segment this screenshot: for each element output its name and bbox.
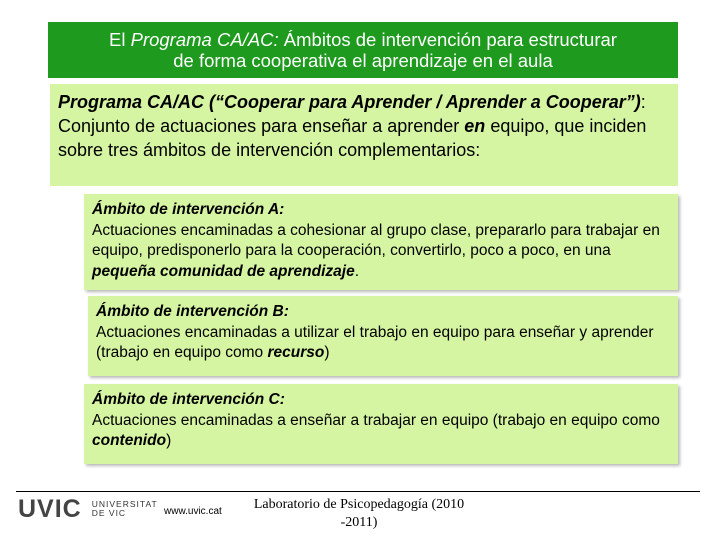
title-program-name: Programa CA/AC: (130, 29, 279, 50)
ambito-c-box (84, 384, 678, 464)
title-line-1: El Programa CA/AC: Ámbitos de intervención para estructurar (109, 29, 617, 50)
intro-heading: Programa CA/AC (“Cooperar para Aprender / Aprender a Cooperar”) (58, 92, 641, 112)
ambito-b-text: Actuaciones encaminadas a utilizar el trabajo en equipo para enseñar y aprender (trabajo en equipo como recurso) (96, 323, 654, 361)
logo-subtext: UNIVERSITAT DE VIC (91, 499, 158, 518)
intro-box (50, 84, 678, 186)
footer-lab-credit: Laboratorio de Psicopedagogía (2010 -2011) (253, 497, 465, 530)
title-line-2: de forma cooperativa el aprendizaje en el aula (173, 50, 553, 71)
ambito-a-text: Actuaciones encaminadas a cohesionar al grupo clase, prepararlo para trabajar en equipo, predisponerlo para la cooperación, convertirlo, poco a poco, en una pequeña comunidad de aprendizaje. (92, 221, 660, 280)
intro-text: Conjunto de actuaciones para enseñar a aprender en equipo, que inciden sobre tres ámbitos de intervención complementarios: (58, 116, 647, 160)
footer-divider (16, 491, 700, 492)
ambito-a-box (84, 194, 678, 290)
slide-title (48, 22, 678, 78)
uvic-logo (18, 497, 158, 521)
footer-url[interactable]: www.uvic.cat (164, 506, 222, 517)
logo-mark: UVIC (18, 495, 82, 523)
ambito-c-text: Actuaciones encaminadas a enseñar a trabajar en equipo (trabajo en equipo como contenido) (92, 411, 660, 449)
ambito-b-box (88, 296, 678, 376)
ambito-c-heading: Ámbito de intervención C: (92, 391, 285, 408)
intro-heading-line: Programa CA/AC (“Cooperar para Aprender / Aprender a Cooperar”): (58, 92, 646, 112)
ambito-b-heading: Ámbito de intervención B: (96, 303, 289, 320)
ambito-a-heading: Ámbito de intervención A: (92, 201, 285, 218)
